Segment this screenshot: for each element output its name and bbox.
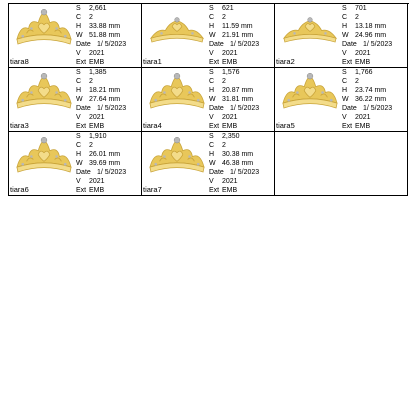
info-value: 33.88 mm — [89, 23, 121, 30]
design-cell[interactable] — [9, 132, 142, 196]
info-value: EMB — [89, 123, 105, 130]
design-cell[interactable] — [275, 68, 408, 132]
info-label: S — [209, 133, 214, 140]
empty-cell — [275, 132, 408, 196]
info-value: EMB — [222, 187, 238, 194]
info-label: S — [342, 5, 347, 12]
info-label: H — [76, 23, 82, 30]
info-value: 23.74 mm — [355, 87, 387, 94]
info-label: W — [342, 96, 349, 103]
info-value: 2021 — [89, 178, 105, 185]
info-label: Ext — [342, 123, 353, 130]
design-cell[interactable] — [9, 68, 142, 132]
info-value: 1/ 5/2023 — [97, 41, 127, 48]
info-label: Ext — [342, 59, 353, 66]
info-value: 1/ 5/2023 — [230, 169, 260, 176]
info-value: 2 — [355, 14, 359, 21]
info-value: 31.81 mm — [222, 96, 254, 103]
info-value: 701 — [355, 5, 367, 12]
design-thumbnail — [9, 4, 75, 67]
info-label: V — [209, 178, 214, 185]
info-label: W — [342, 32, 349, 39]
tiara-icon — [148, 135, 206, 180]
info-label: V — [209, 114, 214, 121]
design-cell[interactable] — [142, 132, 275, 196]
info-value: EMB — [222, 59, 238, 66]
tiara-icon — [15, 7, 73, 52]
info-label: S — [342, 69, 347, 76]
info-value: EMB — [355, 123, 371, 130]
info-value: EMB — [89, 187, 105, 194]
design-cell[interactable] — [275, 4, 408, 68]
info-value: EMB — [222, 123, 238, 130]
info-value: 621 — [222, 5, 234, 12]
info-label: Date — [209, 169, 224, 176]
design-name: tiara6 — [10, 185, 29, 194]
info-label: H — [76, 151, 82, 158]
info-label: C — [209, 78, 215, 85]
info-value: 2 — [89, 14, 93, 21]
info-value: 18.21 mm — [89, 87, 121, 94]
info-label: Ext — [209, 123, 220, 130]
info-value: 2,350 — [222, 133, 240, 140]
info-value: 21.91 mm — [222, 32, 254, 39]
info-value: 11.59 mm — [222, 23, 253, 30]
info-label: V — [76, 114, 81, 121]
info-label: H — [342, 23, 348, 30]
info-label: V — [76, 50, 81, 57]
info-value: 2 — [222, 78, 226, 85]
info-label: W — [209, 32, 216, 39]
tiara-icon — [281, 7, 339, 52]
info-value: EMB — [89, 59, 105, 66]
info-value: 2021 — [222, 114, 238, 121]
design-thumbnail — [275, 4, 341, 67]
info-label: V — [76, 178, 81, 185]
info-value: 1/ 5/2023 — [363, 105, 393, 112]
design-thumbnail — [9, 68, 75, 131]
info-value: 2 — [222, 142, 226, 149]
info-label: Date — [76, 169, 91, 176]
design-name: tiara8 — [10, 57, 29, 66]
info-label: S — [209, 69, 214, 76]
info-label: C — [209, 142, 215, 149]
info-label: H — [76, 87, 82, 94]
design-thumbnail — [142, 68, 208, 131]
info-value: 1/ 5/2023 — [230, 41, 260, 48]
info-label: Date — [342, 105, 357, 112]
info-label: H — [342, 87, 348, 94]
info-value: 1,576 — [222, 69, 240, 76]
info-value: 2 — [89, 78, 93, 85]
info-label: V — [342, 50, 347, 57]
info-label: S — [76, 5, 81, 12]
design-catalog-sheet — [8, 3, 409, 196]
info-value: 13.18 mm — [355, 23, 387, 30]
tiara-icon — [281, 71, 339, 116]
info-value: 2 — [222, 14, 226, 21]
info-label: Date — [76, 41, 91, 48]
design-thumbnail — [9, 132, 75, 195]
tiara-icon — [15, 71, 73, 116]
info-label: H — [209, 23, 215, 30]
info-value: 36.22 mm — [355, 96, 387, 103]
info-value: 1/ 5/2023 — [97, 105, 127, 112]
design-thumbnail — [142, 4, 208, 67]
info-label: H — [209, 151, 215, 158]
info-value: 26.01 mm — [89, 151, 121, 158]
info-value: 2021 — [355, 50, 371, 57]
info-label: W — [209, 160, 216, 167]
info-label: C — [76, 78, 82, 85]
info-value: 30.38 mm — [222, 151, 254, 158]
info-value: 2021 — [89, 50, 105, 57]
info-value: 1,385 — [89, 69, 107, 76]
info-label: Ext — [76, 187, 87, 194]
design-name: tiara1 — [143, 57, 162, 66]
info-label: S — [76, 69, 81, 76]
info-label: C — [342, 78, 348, 85]
tiara-icon — [148, 7, 206, 52]
info-value: 2,661 — [89, 5, 107, 12]
info-value: 2 — [355, 78, 359, 85]
info-label: H — [209, 87, 215, 94]
info-label: S — [76, 133, 81, 140]
info-label: V — [209, 50, 214, 57]
info-label: Ext — [209, 187, 220, 194]
info-label: Ext — [76, 123, 87, 130]
info-value: 1,910 — [89, 133, 107, 140]
info-label: S — [209, 5, 214, 12]
info-value: 1/ 5/2023 — [97, 169, 127, 176]
info-label: Date — [342, 41, 357, 48]
info-value: 39.69 mm — [89, 160, 121, 167]
design-name: tiara5 — [276, 121, 295, 130]
info-label: C — [76, 142, 82, 149]
design-name: tiara7 — [143, 185, 162, 194]
info-label: C — [209, 14, 215, 21]
info-label: W — [76, 32, 83, 39]
info-label: W — [209, 96, 216, 103]
info-label: W — [76, 160, 83, 167]
info-value: 27.64 mm — [89, 96, 121, 103]
info-label: Date — [76, 105, 91, 112]
info-value: 2 — [89, 142, 93, 149]
design-name: tiara4 — [143, 121, 162, 130]
info-value: 1/ 5/2023 — [363, 41, 393, 48]
tiara-icon — [15, 135, 73, 180]
design-cell[interactable] — [142, 4, 275, 68]
info-label: V — [342, 114, 347, 121]
info-value: 51.88 mm — [89, 32, 121, 39]
info-label: C — [76, 14, 82, 21]
info-value: 2021 — [89, 114, 105, 121]
design-name: tiara2 — [276, 57, 295, 66]
info-label: Ext — [76, 59, 87, 66]
info-label: Date — [209, 41, 224, 48]
info-label: Date — [209, 105, 224, 112]
info-value: 20.87 mm — [222, 87, 254, 94]
info-label: C — [342, 14, 348, 21]
info-label: W — [76, 96, 83, 103]
design-cell[interactable] — [142, 68, 275, 132]
info-value: 2021 — [222, 50, 238, 57]
info-value: 2021 — [355, 114, 371, 121]
design-cell[interactable] — [9, 4, 142, 68]
design-thumbnail — [142, 132, 208, 195]
info-value: 2021 — [222, 178, 238, 185]
design-name: tiara3 — [10, 121, 29, 130]
info-label: Ext — [209, 59, 220, 66]
info-value: EMB — [355, 59, 371, 66]
info-value: 1/ 5/2023 — [230, 105, 260, 112]
info-value: 24.96 mm — [355, 32, 387, 39]
tiara-icon — [148, 71, 206, 116]
info-value: 46.38 mm — [222, 160, 254, 167]
design-thumbnail — [275, 68, 341, 131]
info-value: 1,766 — [355, 69, 373, 76]
